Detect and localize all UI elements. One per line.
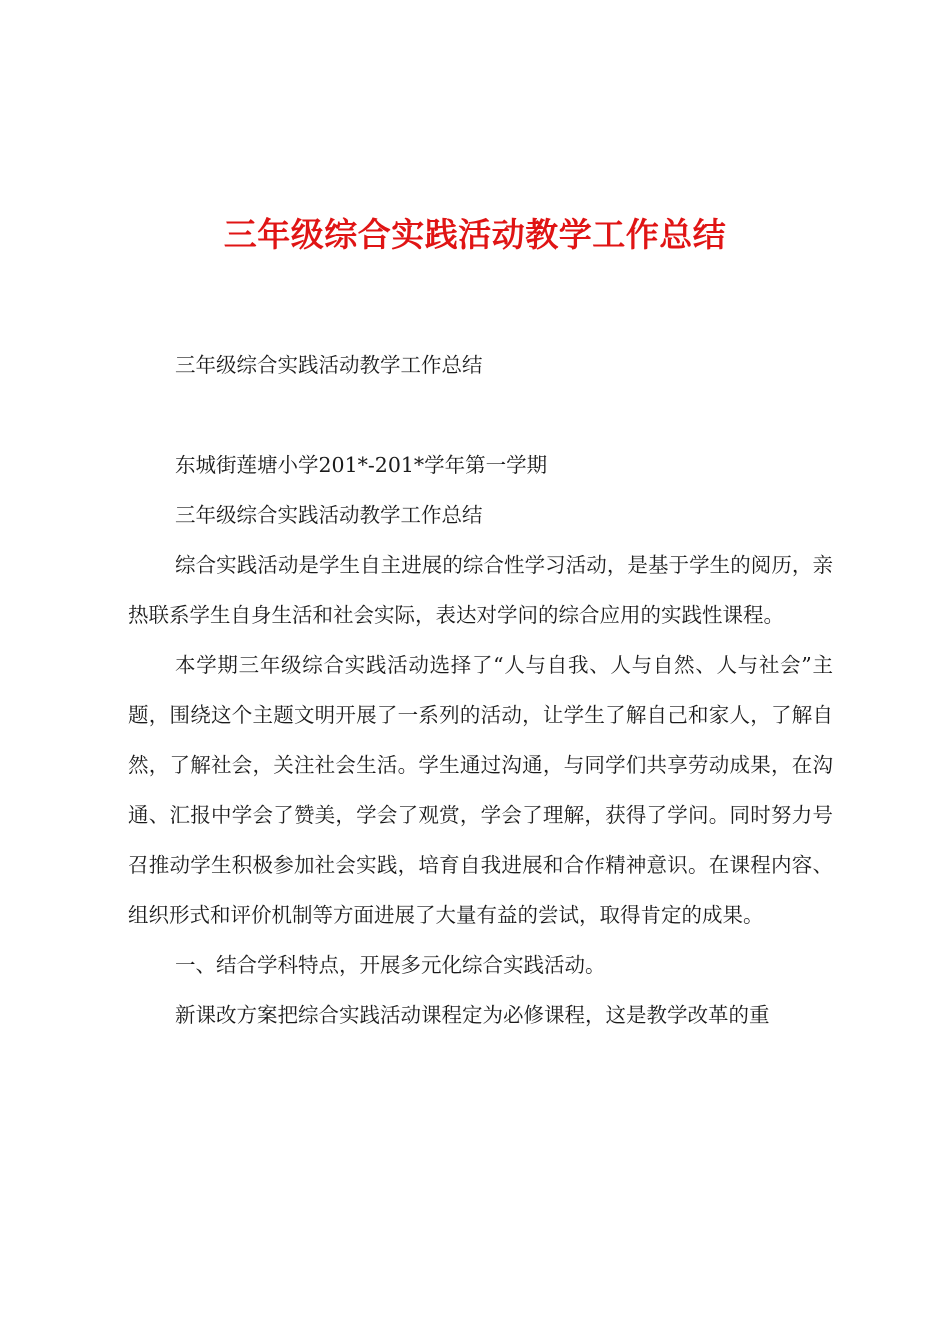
paragraph-semester-summary: 本学期三年级综合实践活动选择了“人与自我、人与自然、人与社会”主题，围绕这个主题文明开展了一系列的活动，让学生了解自己和家人，了解自然，了解社会，关注社会生活。学生通过沟通，与同学们共享劳动成果，在沟通、汇报中学会了赞美，学会了观赏，学会了理解，获得了学问。同时努力号召推动学生积极参加社会实践，培育自我进展和合作精神意识。在课程内容、组织形式和评价机制等方面进展了大量有益的尝试，取得肯定的成果。 bbox=[128, 653, 833, 927]
document-body-top bbox=[128, 340, 833, 390]
paragraph-section-one-heading: 一、结合学科特点，开展多元化综合实践活动。 bbox=[175, 953, 606, 977]
document-body bbox=[128, 440, 833, 1040]
paragraph-school-term: 东城街莲塘小学201*-201*学年第一学期 bbox=[175, 453, 548, 477]
paragraph-reform: 新课改方案把综合实践活动课程定为必修课程，这是教学改革的重 bbox=[175, 1003, 770, 1027]
paragraph-intro: 综合实践活动是学生自主进展的综合性学习活动，是基于学生的阅历，亲热联系学生自身生活和社会实际，表达对学问的综合应用的实践性课程。 bbox=[128, 553, 833, 627]
paragraph-subtitle: 三年级综合实践活动教学工作总结 bbox=[175, 353, 483, 377]
document-title: 三年级综合实践活动教学工作总结 bbox=[223, 215, 727, 254]
paragraph-heading: 三年级综合实践活动教学工作总结 bbox=[175, 503, 483, 527]
